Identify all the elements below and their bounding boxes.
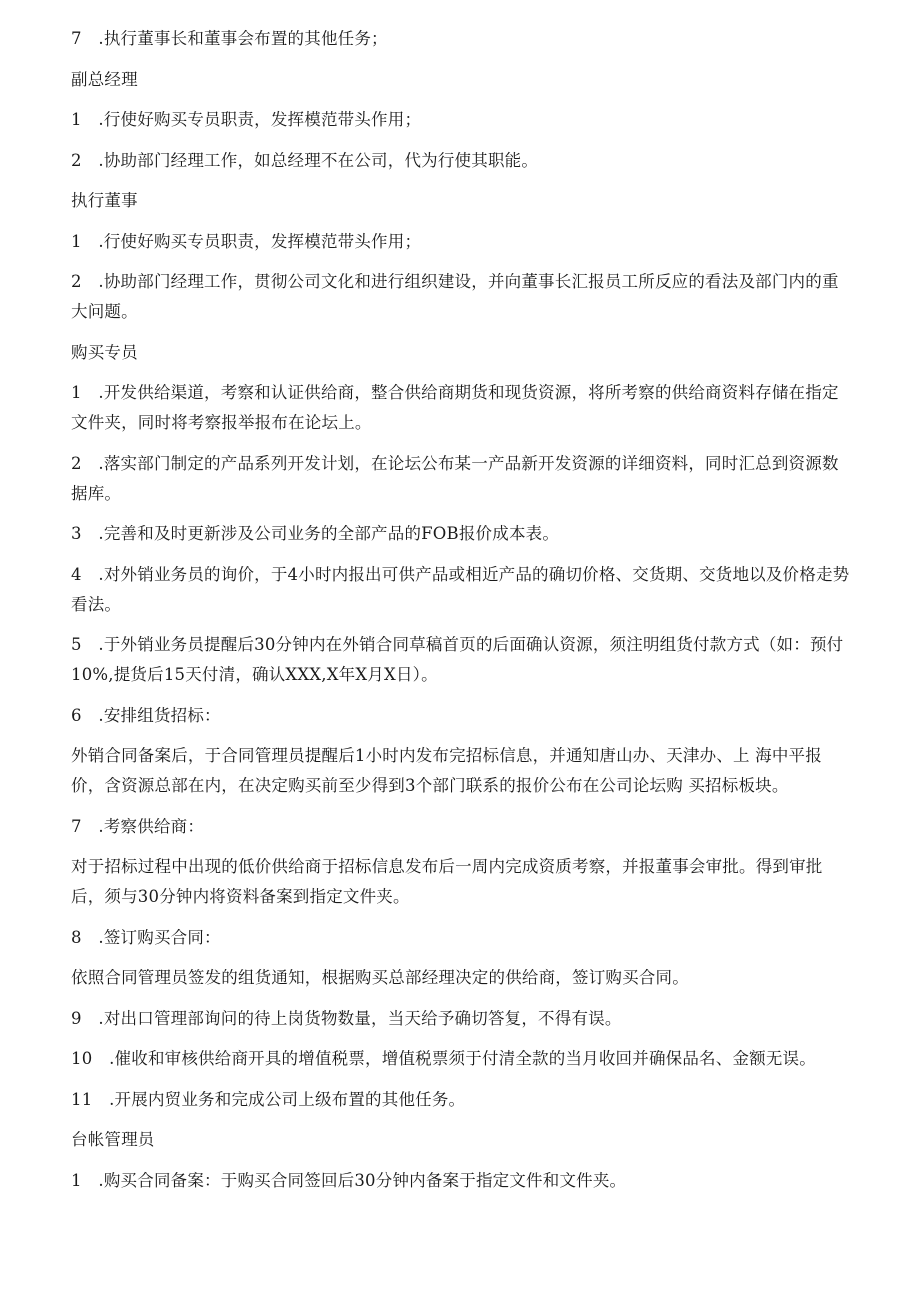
purchasing-item-8: 8 .签订购买合同： — [71, 927, 221, 947]
deputy-gm-item-2: 2 .协助部门经理工作，如总经理不在公司，代为行使其职能。 — [71, 150, 539, 170]
purchasing-item-8-detail: 依照合同管理员签发的组货通知，根据购买总部经理决定的供给商，签订购买合同。 — [71, 968, 689, 987]
purchasing-item-4: 4 .对外销业务员的询价，于4小时内报出可供产品或相近产品的确切价格、交货期、交货地以及价格走势看法。 — [71, 564, 850, 614]
task-item-7: 7 .执行董事长和董事会布置的其他任务； — [71, 29, 388, 48]
section-heading-deputy-gm: 副总经理 — [71, 69, 138, 89]
section-heading-purchasing-specialist: 购买专员 — [71, 342, 138, 362]
executive-director-item-1: 1 .行使好购买专员职责，发挥模范带头作用； — [71, 231, 422, 251]
purchasing-item-1: 1 .开发供给渠道，考察和认证供给商，整合供给商期货和现货资源，将所考察的供给商资料存储在指定文件夹，同时将考察报举报布在论坛上。 — [71, 383, 839, 432]
purchasing-item-10: 10 .催收和审核供给商开具的增值税票，增值税票须于付清全款的当月收回并确保品名、金额无误。 — [71, 1049, 816, 1068]
document-page — [71, 24, 851, 1196]
purchasing-item-7-detail: 对于招标过程中出现的低价供给商于招标信息发布后一周内完成资质考察，并报董事会审批。得到审批后，须与30分钟内将资料备案到指定文件夹。 — [71, 857, 823, 906]
deputy-gm-item-1: 1 .行使好购买专员职责，发挥模范带头作用； — [71, 110, 422, 129]
executive-director-item-2: 2 .协助部门经理工作，贯彻公司文化和进行组织建设，并向董事长汇报员工所反应的看法及部门内的重大问题。 — [71, 272, 839, 321]
purchasing-item-5: 5 .于外销业务员提醒后30分钟内在外销合同草稿首页的后面确认资源，须注明组货付款方式（如：预付10%,提货后15天付清，确认XXX,X年X月X日）。 — [71, 635, 844, 684]
purchasing-item-9: 9 .对出口管理部询问的待上岗货物数量，当天给予确切答复，不得有误。 — [71, 1008, 622, 1028]
section-heading-ledger-manager: 台帐管理员 — [71, 1130, 155, 1149]
purchasing-item-2: 2 .落实部门制定的产品系列开发计划，在论坛公布某一产品新开发资源的详细资料，同时汇总到资源数据库。 — [71, 453, 839, 503]
purchasing-item-7: 7 .考察供给商： — [71, 816, 205, 836]
ledger-item-1: 1 .购买合同备案：于购买合同签回后30分钟内备案于指定文件和文件夹。 — [71, 1170, 627, 1190]
purchasing-item-3: 3 .完善和及时更新涉及公司业务的全部产品的FOB报价成本表。 — [71, 524, 560, 543]
purchasing-item-11: 11 .开展内贸业务和完成公司上级布置的其他任务。 — [71, 1089, 466, 1109]
purchasing-item-6: 6 .安排组货招标： — [71, 705, 221, 725]
purchasing-item-6-detail: 外销合同备案后，于合同管理员提醒后1小时内发布完招标信息，并通知唐山办、天津办、上 海中平报价，含资源总部在内，在决定购买前至少得到3个部门联系的报价公布在公司论坛购 买招标板块。 — [71, 746, 822, 795]
section-heading-executive-director: 执行董事 — [71, 191, 138, 210]
